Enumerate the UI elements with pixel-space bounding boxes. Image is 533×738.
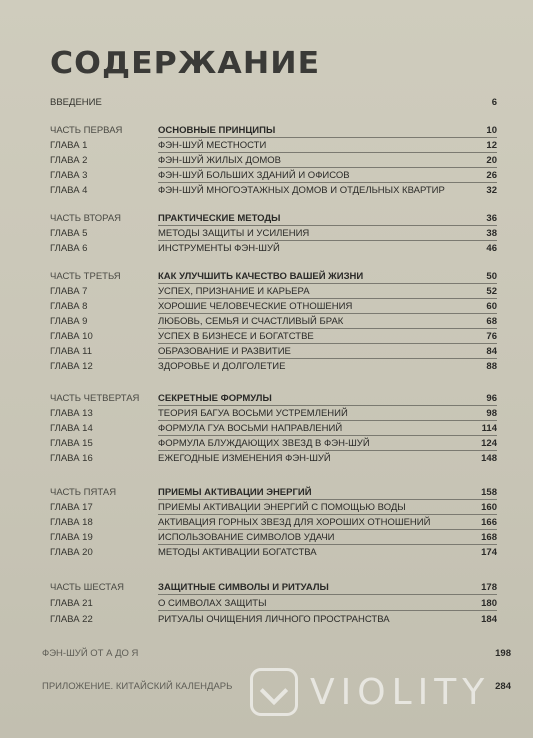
watermark [250,668,520,718]
chapter-title: РИТУАЛЫ ОЧИЩЕНИЯ ЛИЧНОГО ПРОСТРАНСТВА [158,614,390,625]
chapter-page: 114 [481,423,497,434]
chapter-page: 60 [486,301,497,312]
chapter-label: ГЛАВА 19 [50,532,93,543]
rule-line [158,182,497,183]
appendix-label: ПРИЛОЖЕНИЕ. КИТАЙСКИЙ КАЛЕНДАРЬ [42,681,233,692]
toc-chapter [0,330,533,344]
part-title: КАК УЛУЧШИТЬ КАЧЕСТВО ВАШЕЙ ЖИЗНИ [158,271,364,282]
toc-appendix [0,647,533,661]
chapter-label: ГЛАВА 9 [50,316,88,327]
rule-line [158,137,497,138]
appendix-label: ФЭН-ШУЙ ОТ А ДО Я [42,648,139,659]
chapter-label: ГЛАВА 6 [50,243,88,254]
chapter-label: ГЛАВА 18 [50,517,93,528]
chapter-label: ГЛАВА 15 [50,438,93,449]
rule-line [158,435,497,436]
toc-chapter [0,300,533,314]
rule-line [158,450,497,451]
chapter-title: ПРИЕМЫ АКТИВАЦИИ ЭНЕРГИЙ С ПОМОЩЬЮ ВОДЫ [158,502,406,513]
chapter-page: 174 [481,547,497,558]
toc-chapter [0,546,533,560]
toc-chapter [0,452,533,466]
chapter-page: 38 [486,228,497,239]
rule-line [158,283,497,284]
chapter-label: ГЛАВА 16 [50,453,93,464]
toc-chapter [0,285,533,299]
toc-chapter [0,227,533,241]
toc-part [0,581,533,595]
intro-label: ВВЕДЕНИЕ [50,97,102,108]
chapter-page: 20 [486,155,497,166]
rule-line [158,225,497,226]
chapter-title: УСПЕХ, ПРИЗНАНИЕ И КАРЬЕРА [158,286,310,297]
toc-chapter [0,242,533,256]
chapter-title: ЛЮБОВЬ, СЕМЬЯ И СЧАСТЛИВЫЙ БРАК [158,316,344,327]
chapter-label: ГЛАВА 5 [50,228,88,239]
part-label: ЧАСТЬ ШЕСТАЯ [50,582,124,593]
toc-chapter [0,184,533,198]
toc-chapter [0,613,533,627]
part-page: 178 [481,582,497,593]
chapter-page: 76 [486,331,497,342]
toc-chapter [0,315,533,329]
chapter-title: МЕТОДЫ АКТИВАЦИИ БОГАТСТВА [158,547,317,558]
toc-chapter [0,501,533,515]
part-page: 50 [486,271,497,282]
toc-part [0,124,533,138]
chapter-page: 124 [481,438,497,449]
part-title: ПРИЕМЫ АКТИВАЦИИ ЭНЕРГИЙ [158,487,312,498]
chapter-page: 84 [486,346,497,357]
chapter-label: ГЛАВА 7 [50,286,88,297]
rule-line [158,420,497,421]
page-title: СОДЕРЖАНИЕ [50,46,321,81]
chapter-page: 52 [486,286,497,297]
chapter-title: ХОРОШИЕ ЧЕЛОВЕЧЕСКИЕ ОТНОШЕНИЯ [158,301,353,312]
chapter-page: 88 [486,361,497,372]
chapter-page: 160 [481,502,497,513]
chapter-title: ИНСТРУМЕНТЫ ФЭН-ШУЙ [158,243,280,254]
rule-line [158,544,497,545]
chapter-title: МЕТОДЫ ЗАЩИТЫ И УСИЛЕНИЯ [158,228,310,239]
chapter-title: ФОРМУЛА БЛУЖДАЮЩИХ ЗВЕЗД В ФЭН-ШУЙ [158,438,370,449]
chapter-label: ГЛАВА 8 [50,301,88,312]
chapter-title: АКТИВАЦИЯ ГОРНЫХ ЗВЕЗД ДЛЯ ХОРОШИХ ОТНОШЕНИЙ [158,517,431,528]
rule-line [158,529,497,530]
toc-chapter [0,437,533,451]
toc-chapter [0,139,533,153]
part-title: ОСНОВНЫЕ ПРИНЦИПЫ [158,125,276,136]
chapter-page: 148 [481,453,497,464]
chapter-title: ИСПОЛЬЗОВАНИЕ СИМВОЛОВ УДАЧИ [158,532,335,543]
watermark-text: VIOLITY [310,672,491,713]
chapter-page: 98 [486,408,497,419]
chapter-title: О СИМВОЛАХ ЗАЩИТЫ [158,598,267,609]
toc-chapter [0,154,533,168]
part-label: ЧАСТЬ ВТОРАЯ [50,213,122,224]
rule-line [158,594,497,595]
chapter-label: ГЛАВА 21 [50,598,93,609]
chapter-page: 68 [486,316,497,327]
chapter-page: 184 [481,614,497,625]
chapter-page: 32 [486,185,497,196]
chapter-label: ГЛАВА 1 [50,140,88,151]
toc-chapter [0,169,533,183]
appendix-page: 198 [495,648,511,659]
chapter-label: ГЛАВА 20 [50,547,93,558]
part-title: ПРАКТИЧЕСКИЕ МЕТОДЫ [158,213,281,224]
chapter-title: ФЭН-ШУЙ ЖИЛЫХ ДОМОВ [158,155,281,166]
rule-line [158,167,497,168]
chapter-label: ГЛАВА 17 [50,502,93,513]
part-label: ЧАСТЬ ЧЕТВЕРТАЯ [50,393,140,404]
chapter-label: ГЛАВА 12 [50,361,93,372]
part-page: 36 [486,213,497,224]
chapter-title: ОБРАЗОВАНИЕ И РАЗВИТИЕ [158,346,291,357]
chapter-label: ГЛАВА 13 [50,408,93,419]
part-label: ЧАСТЬ ПЕРВАЯ [50,125,123,136]
chapter-page: 180 [481,598,497,609]
toc-chapter [0,422,533,436]
rule-line [158,240,497,241]
chapter-label: ГЛАВА 4 [50,185,88,196]
toc-chapter [0,360,533,374]
toc-chapter [0,345,533,359]
chapter-title: ЕЖЕГОДНЫЕ ИЗМЕНЕНИЯ ФЭН-ШУЙ [158,453,331,464]
chapter-label: ГЛАВА 14 [50,423,93,434]
chapter-page: 168 [481,532,497,543]
chapter-page: 12 [486,140,497,151]
rule-line [158,405,497,406]
chapter-title: ФОРМУЛА ГУА ВОСЬМИ НАПРАВЛЕНИЙ [158,423,343,434]
toc-chapter [0,407,533,421]
chapter-label: ГЛАВА 2 [50,155,88,166]
part-page: 10 [486,125,497,136]
part-page: 158 [481,487,497,498]
rule-line [158,298,497,299]
rule-line [158,358,497,359]
toc-chapter [0,597,533,611]
chapter-label: ГЛАВА 22 [50,614,93,625]
chapter-title: УСПЕХ В БИЗНЕСЕ И БОГАТСТВЕ [158,331,314,342]
rule-line [158,499,497,500]
chapter-title: ЗДОРОВЬЕ И ДОЛГОЛЕТИЕ [158,361,286,372]
toc-chapter [0,531,533,545]
toc-part [0,270,533,284]
toc-intro [0,96,533,110]
appendix-page: 284 [495,681,511,692]
chapter-title: ФЭН-ШУЙ БОЛЬШИХ ЗДАНИЙ И ОФИСОВ [158,170,350,181]
chapter-label: ГЛАВА 10 [50,331,93,342]
chapter-title: ФЭН-ШУЙ МЕСТНОСТИ [158,140,267,151]
part-page: 96 [486,393,497,404]
part-title: ЗАЩИТНЫЕ СИМВОЛЫ И РИТУАЛЫ [158,582,329,593]
intro-page: 6 [491,97,497,108]
chapter-title: ТЕОРИЯ БАГУА ВОСЬМИ УСТРЕМЛЕНИЙ [158,408,348,419]
chapter-page: 26 [486,170,497,181]
chapter-page: 166 [481,517,497,528]
part-label: ЧАСТЬ ТРЕТЬЯ [50,271,121,282]
rule-line [158,610,497,611]
rule-line [158,313,497,314]
part-label: ЧАСТЬ ПЯТАЯ [50,487,117,498]
rule-line [158,328,497,329]
chapter-title: ФЭН-ШУЙ МНОГОЭТАЖНЫХ ДОМОВ И ОТДЕЛЬНЫХ КВАРТИР [158,185,445,196]
rule-line [158,514,497,515]
chapter-label: ГЛАВА 3 [50,170,88,181]
part-title: СЕКРЕТНЫЕ ФОРМУЛЫ [158,393,272,404]
chapter-label: ГЛАВА 11 [50,346,93,357]
toc-chapter [0,516,533,530]
toc-part [0,212,533,226]
rule-line [158,152,497,153]
violity-logo-icon [250,668,298,716]
toc-part [0,486,533,500]
chapter-page: 46 [486,243,497,254]
toc-part [0,392,533,406]
rule-line [158,343,497,344]
